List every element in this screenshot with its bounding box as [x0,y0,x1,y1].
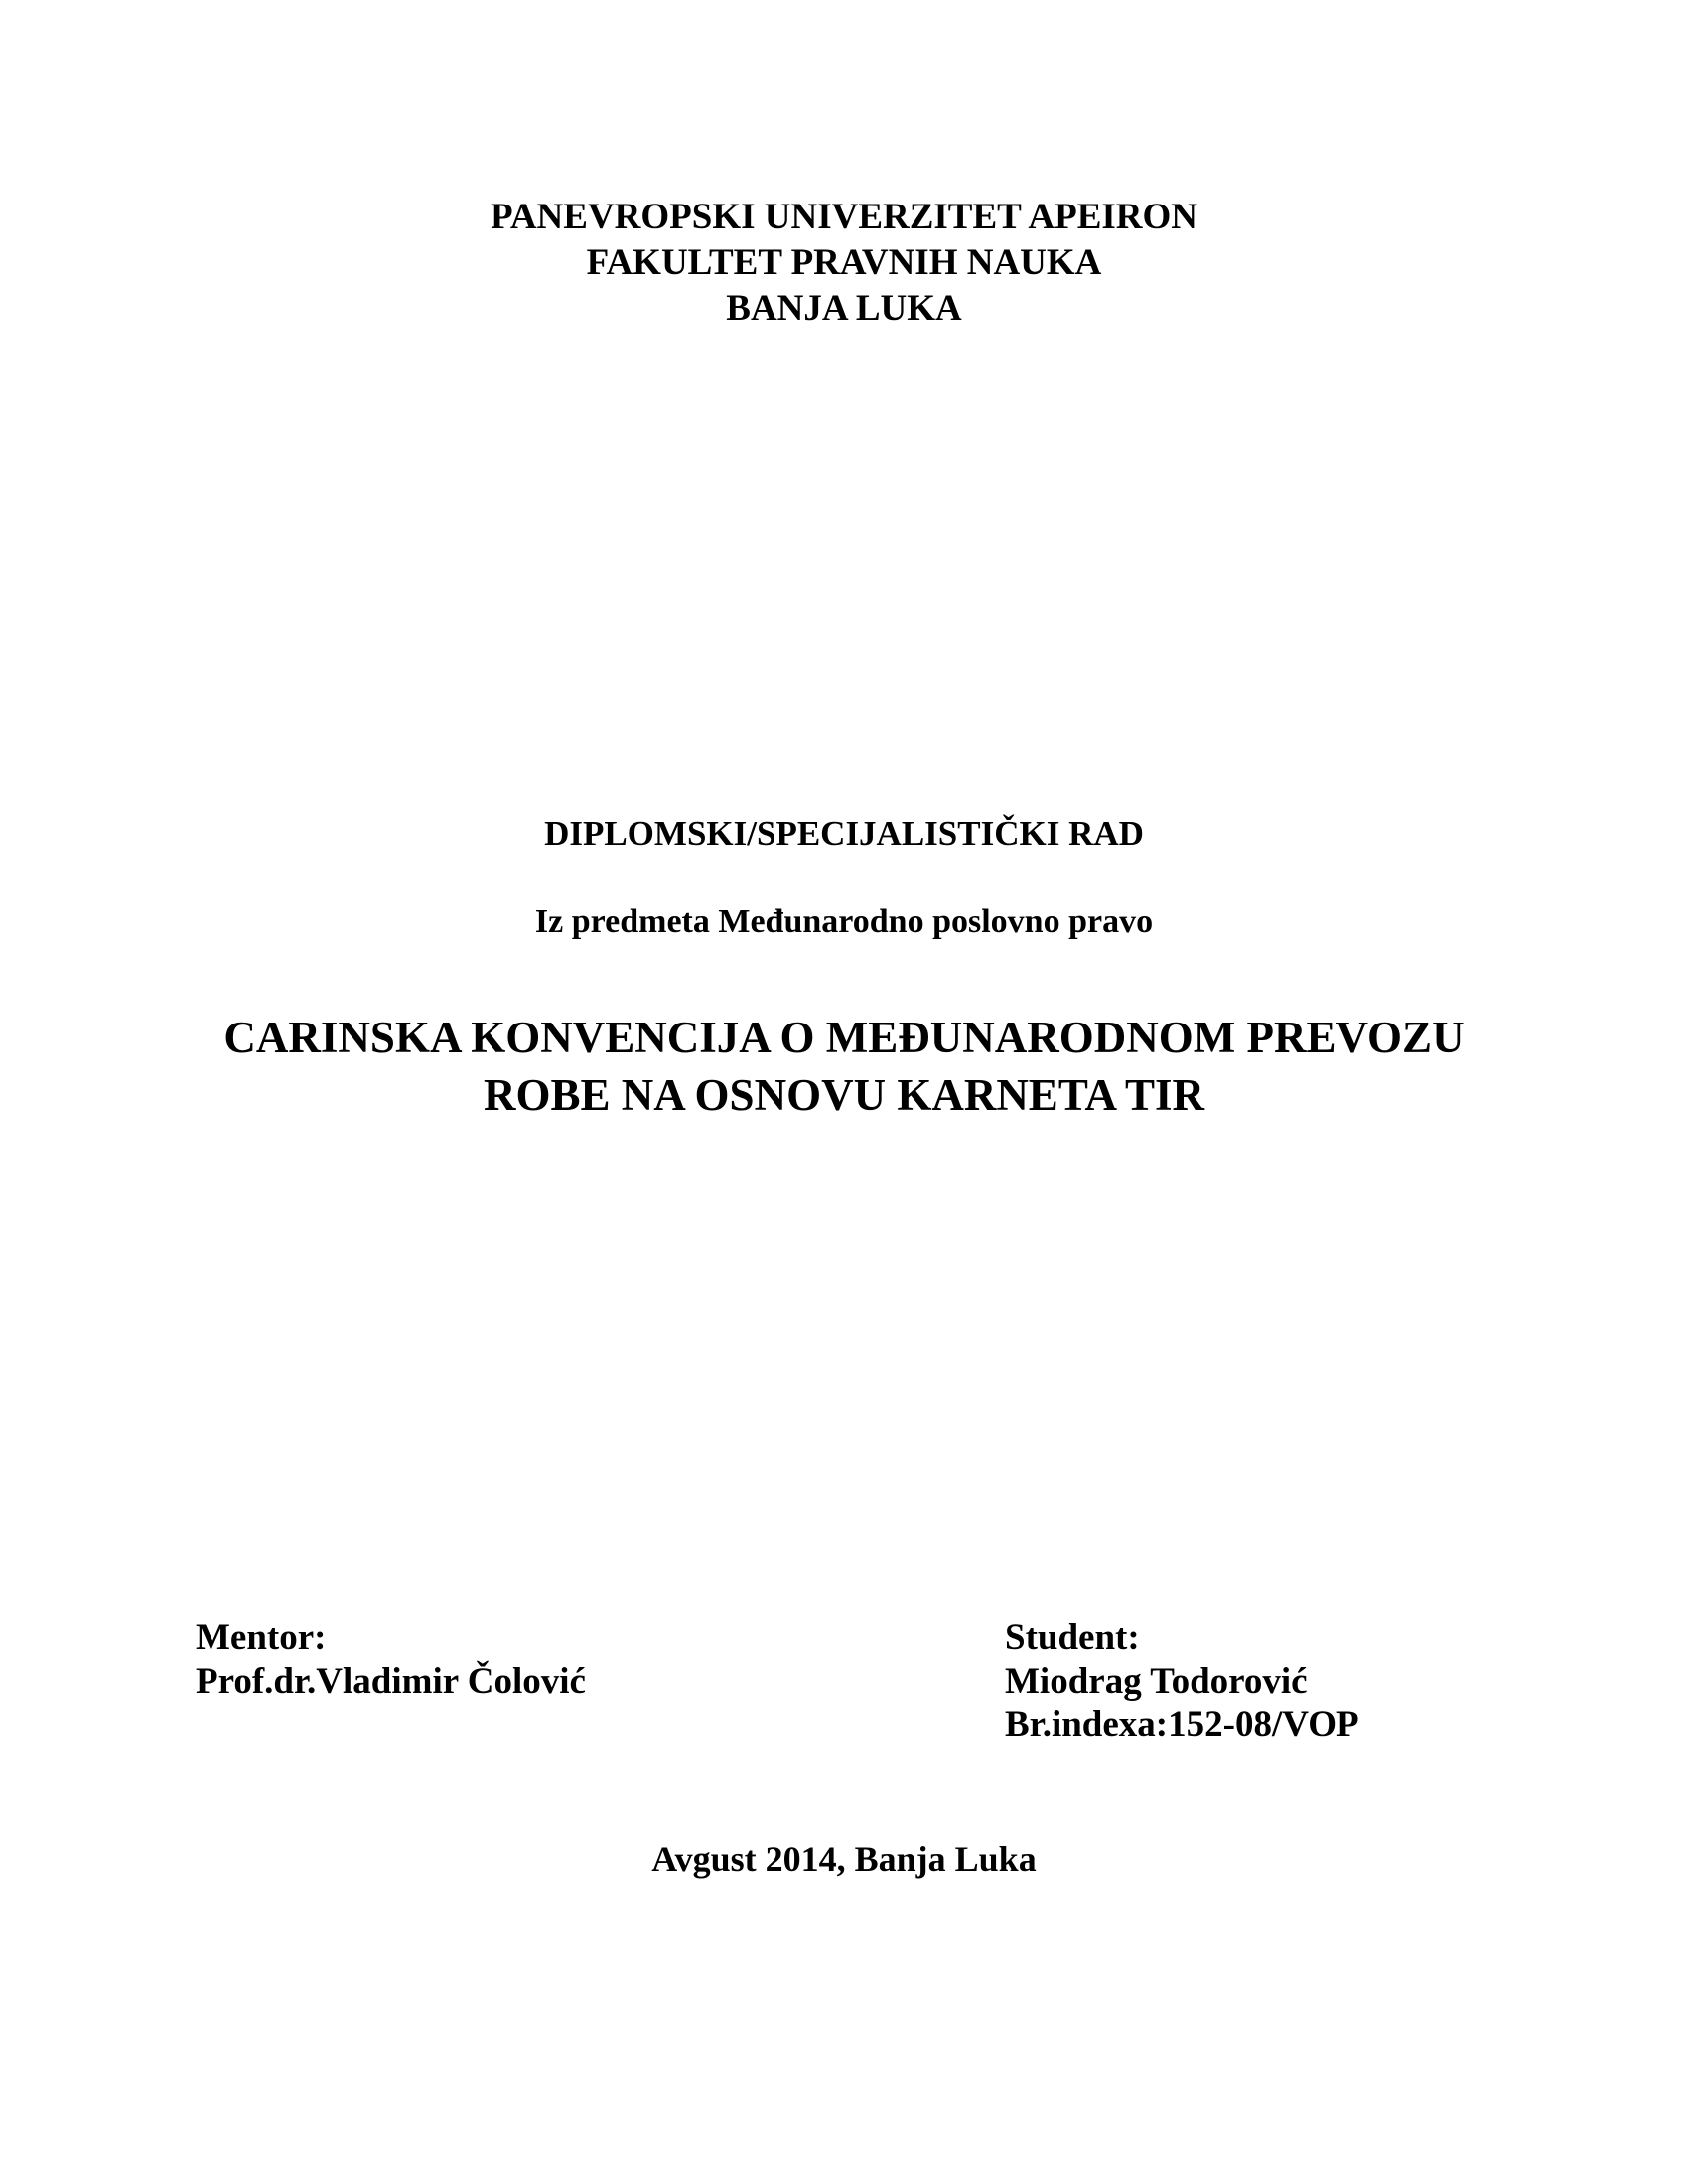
thesis-type: DIPLOMSKI/SPECIJALISTIČKI RAD [544,814,1144,853]
mentor-name: Prof.dr.Vladimir Čolović [196,1661,586,1702]
faculty-name: FAKULTET PRAVNIH NAUKA [586,242,1102,283]
date-place: Avgust 2014, Banja Luka [651,1840,1037,1879]
subject-line: Iz predmeta Međunarodno poslovno pravo [534,903,1154,940]
student-index: Br.indexa:152-08/VOP [1005,1705,1359,1745]
student-name: Miodrag Todorović [1005,1661,1308,1702]
mentor-block [196,1616,586,1704]
mentor-label: Mentor: [196,1617,327,1658]
student-block [1005,1616,1359,1747]
student-label: Student: [1005,1617,1140,1658]
thesis-title-line-2: ROBE NA OSNOVU KARNETA TIR [484,1070,1204,1120]
city-name: BANJA LUKA [726,288,962,329]
university-name: PANEVROPSKI UNIVERZITET APEIRON [490,197,1198,237]
thesis-title-line-1: CARINSKA KONVENCIJA O MEĐUNARODNOM PREVOZU [223,1013,1465,1062]
